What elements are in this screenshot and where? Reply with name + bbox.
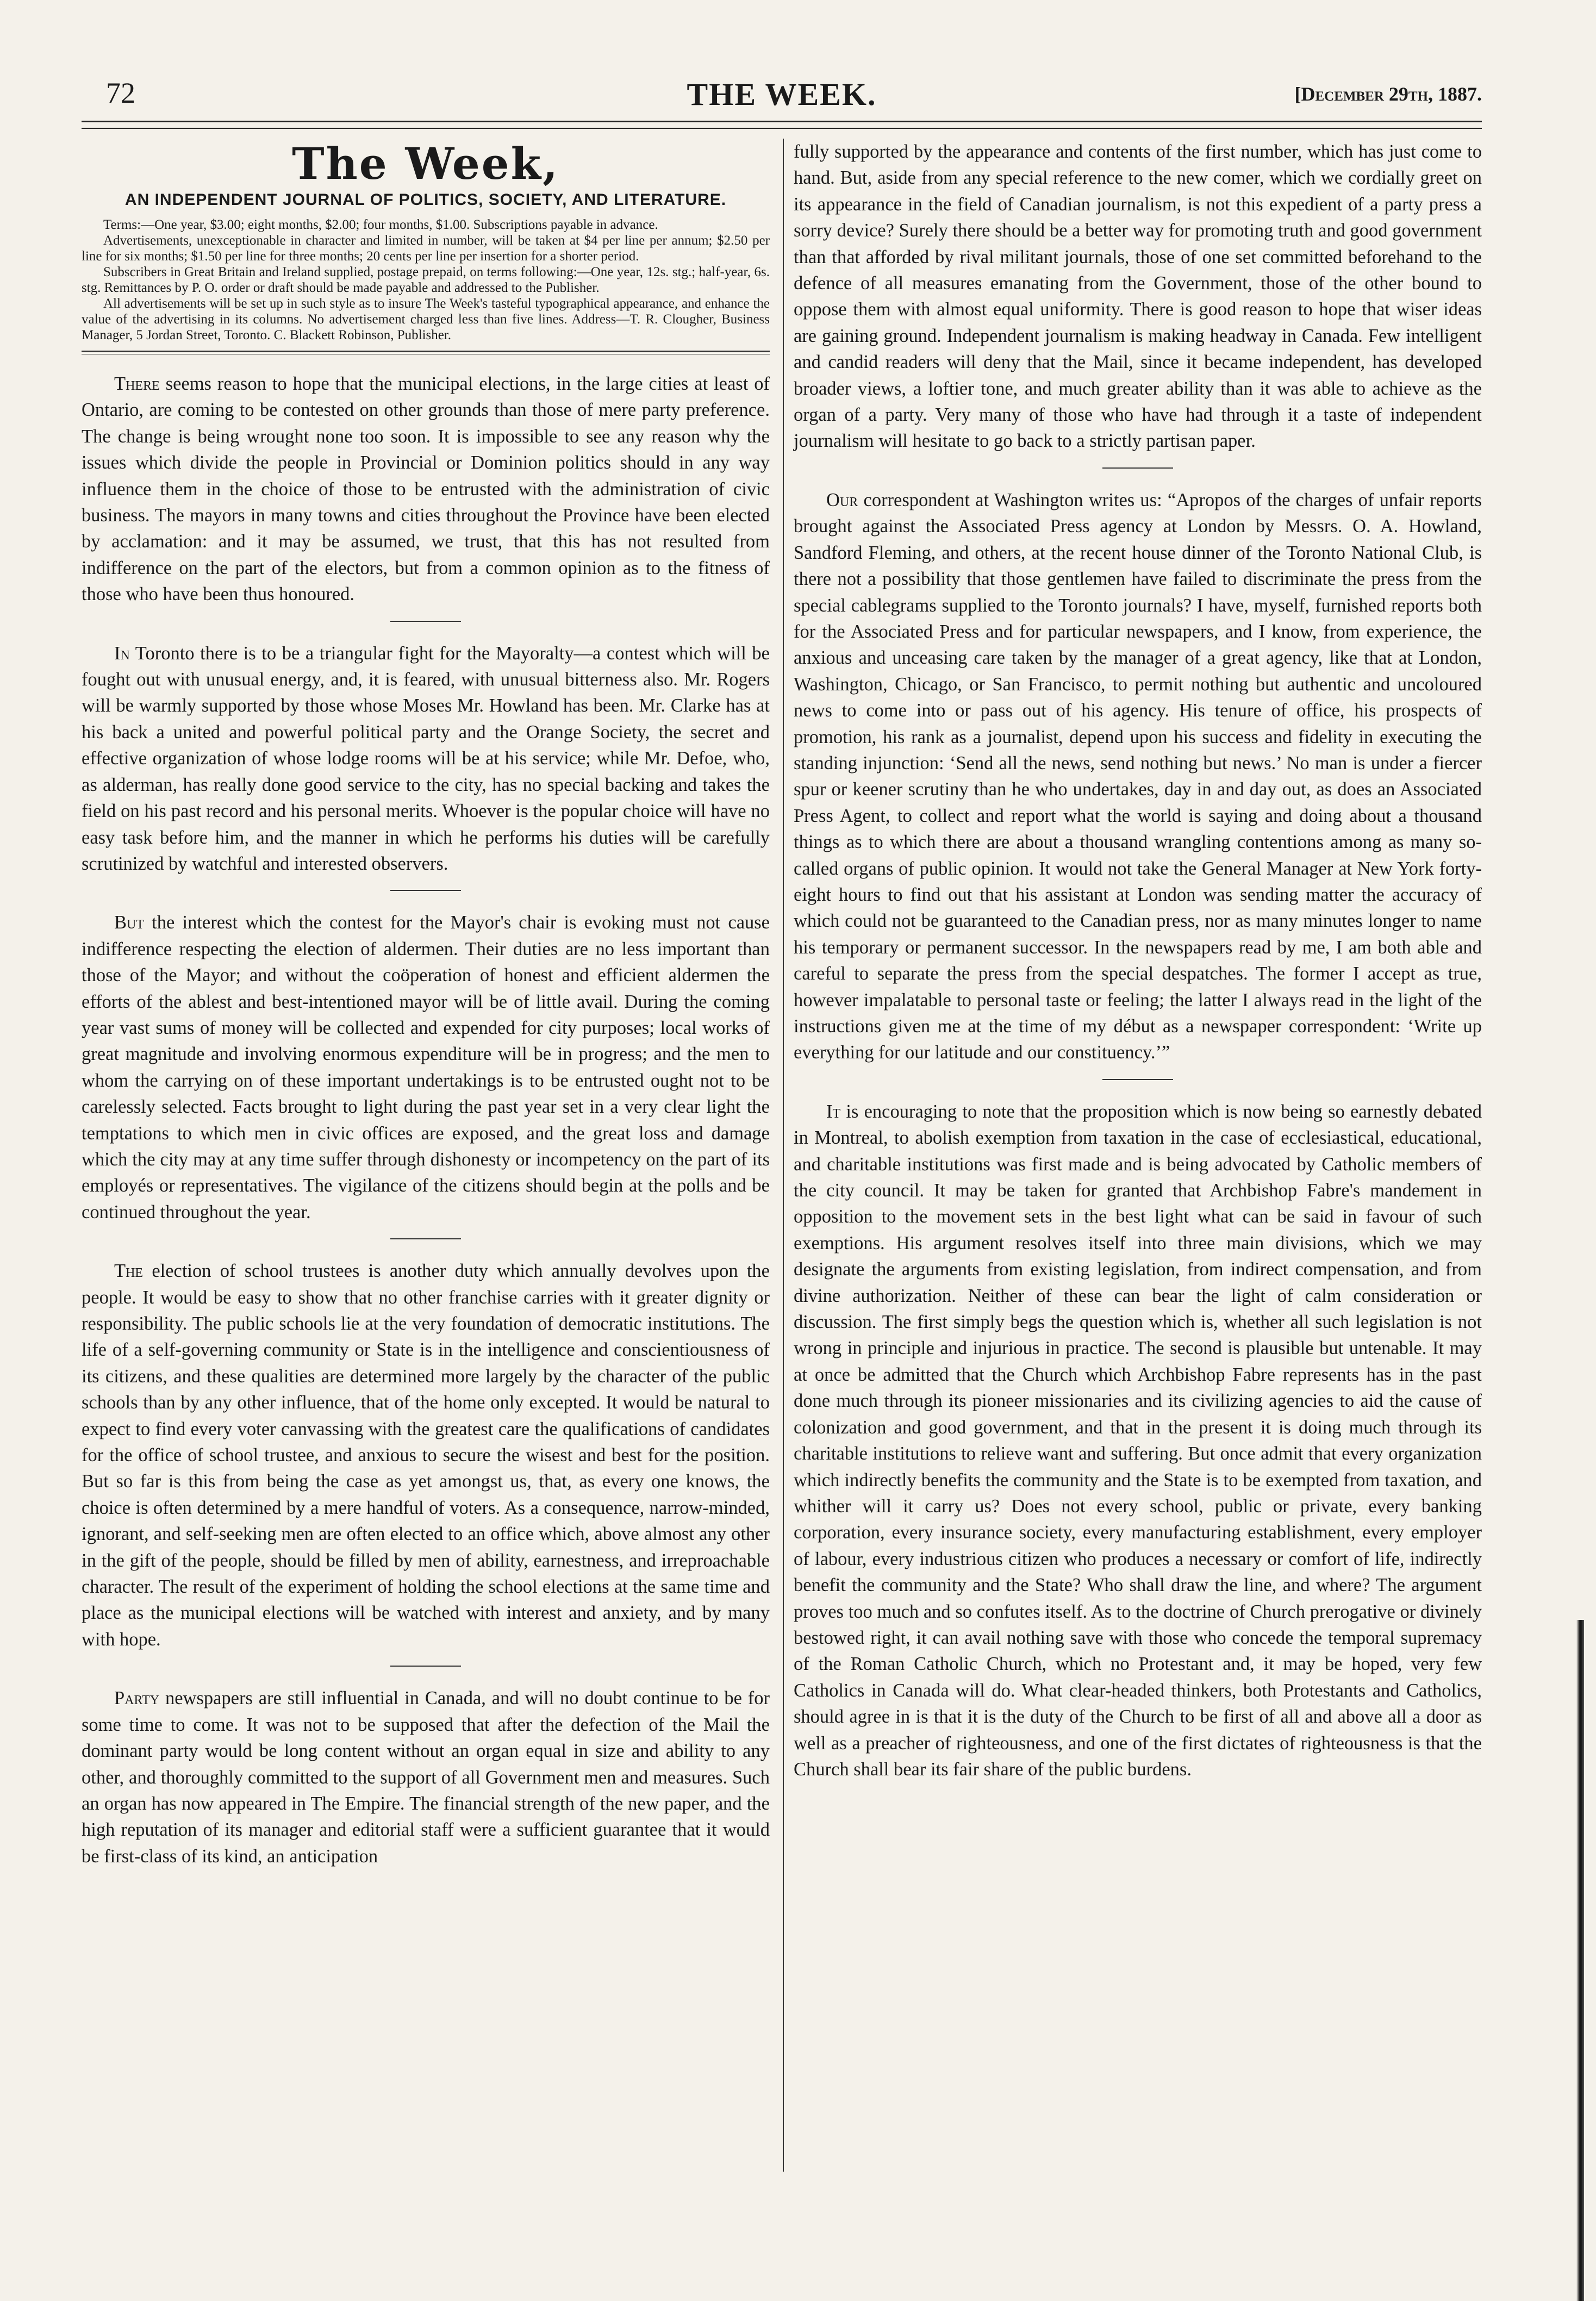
section-separator — [390, 1238, 461, 1239]
article-paragraph — [82, 371, 770, 608]
masthead-title: The Week, — [292, 138, 559, 189]
lead-word: The — [114, 1261, 144, 1282]
terms-paragraph: Subscribers in Great Britain and Ireland supplied, postage prepaid, on terms following:—One year, 12s. stg.; half-year, 6s. stg. Remittances by P. O. order or draft should be made payable and addressed to the Publisher. — [82, 265, 770, 295]
left-column — [82, 139, 770, 1869]
section-separator — [390, 1666, 461, 1667]
paragraph-text: is encouraging to note that the proposition which is now being so earnestly debated in Montreal, to abolish exemption from taxation in the case of ecclesiastical, educational, and charitable institutions was first made and is being advocated by Catholic members of the city council. It may be taken for granted that Archbishop Fabre's mandement in opposition to the movement sets in the best light what can be said in favour of such exemptions. His argument resolves itself into three main divisions, which we may designate the arguments from existing legislation, from indirect compensation, and from divine authorization. Neither of these can bear the light of calm consideration or discussion. The first simply begs the question which is, whether all such legislation is not wrong in principle and injurious in practice. The second is plausible but untenable. It may at once be admitted that the Church which Archbishop Fabre represents has in the past done much through its pioneer missionaries and its civilizing agencies to aid the cause of colonization and good government, and that in the present it is doing much through its charitable institutions to relieve want and suffering. But once admit that every organization which indirectly benefits the community and the State is to be exempted from taxation, and whither will it carry us? Does not every school, public or private, every banking corporation, every insurance society, every manufacturing establishment, every employer of labour, every industrious citizen who produces a necessary or comfort of life, indirectly benefit the community and the State? Who shall draw the line, and where? The argument proves too much and so confutes itself. As to the doctrine of Church prerogative or divinely bestowed right, it can avail nothing save with those who concede the temporal supremacy of the Roman Catholic Church, which no Protestant and, it may be hoped, very few Catholics in Canada will do. What clear-headed thinkers, both Protestants and Catholics, should agree in is that it is the duty of the Church to be first of all and above all a door as well as a preacher of righteousness, and one of the first dictates of righteousness is that the Church shall bear its fair share of the public burdens. — [794, 1101, 1482, 1780]
lead-word: It — [826, 1101, 841, 1122]
issue-date: [December 29th, 1887. — [1294, 83, 1482, 105]
article-paragraph — [794, 1099, 1482, 1783]
paragraph-text: the interest which the contest for the Mayor's chair is evoking must not cause indifference respecting the election of aldermen. Their duties are no less important than those of the Mayor; and without the coöperation of honest and efficient aldermen the efforts of the ablest and best-intentioned mayor will be of little avail. During the coming year vast sums of money will be collected and expended for city purposes; local works of great magnitude and involving enormous expenditure will be in progress; and the men to whom the carrying on of these important undertakings is to be entrusted ought not to be carelessly selected. Facts brought to light during the past year set in a very clear light the temptations to which men in civic offices are exposed, and the great loss and damage which the city may at any time suffer through dishonesty or incompetency on the part of its employés or representatives. The vigilance of the citizens should begin at the polls and be continued throughout the year. — [82, 912, 770, 1223]
lead-word: Party — [114, 1688, 160, 1709]
section-separator — [1102, 467, 1173, 469]
article-paragraph-continued — [794, 139, 1482, 454]
binding-edge — [1576, 1620, 1584, 2301]
masthead — [82, 139, 770, 354]
paragraph-text: newspapers are still influential in Canada, and will no doubt continue to be for some time to come. It was not to be supposed that after the defection of the Mail the dominant party would be long content without an organ equal in size and ability to any other, and thoroughly committed to the support of all Government men and measures. Such an organ has now appeared in The Empire. The financial strength of the new paper, and the high reputation of its manager and editorial staff were a sufficient guarantee that it would be first-class of its kind, an anticipation — [82, 1688, 770, 1867]
section-separator — [1102, 1079, 1173, 1080]
column-divider — [783, 139, 784, 2172]
lead-word: In — [114, 643, 130, 664]
article-paragraph — [794, 487, 1482, 1066]
masthead-rule — [82, 351, 770, 354]
page-header — [82, 76, 1482, 114]
paragraph-text: seems reason to hope that the municipal elections, in the large cities at least of Ontario, are coming to be contested on other grounds than those of mere party preference. The change is being wrought none too soon. It is impossible to see any reason why the issues which divide the people in Provincial or Dominion politics should in any way influence them in the choice of those to be entrusted with the administration of civic business. The mayors in many towns and cities throughout the Province have been elected by acclamation: and it may be assumed, we trust, that this has not resulted from indifference on the part of the electors, but from a common opinion as to the fitness of those who have been thus honoured. — [82, 373, 770, 605]
terms-paragraph: All advertisements will be set up in such style as to insure The Week's tasteful typographical appearance, and enhance the value of the advertising in its columns. No advertisement charged less than five lines. Address—T. R. Clougher, Business Manager, 5 Jordan Street, Toronto. C. Blackett Robinson, Publisher. — [82, 296, 770, 342]
paragraph-text: fully supported by the appearance and contents of the first number, which has just come to hand. But, aside from any special reference to the new comer, which we cordially greet on its appearance in the field of Canadian journalism, is not this expedient of a party press a sorry device? Surely there should be a better way for promoting truth and good government than that afforded by rival militant journals, those of one set committed beforehand to the defence of all measures emanating from the Government, those of the other bound to oppose them with almost equal uniformity. There is good reason to hope that wiser ideas are gaining ground. Independent journalism is making headway in Canada. Few intelligent and candid readers will deny that the Mail, since it became independent, has developed broader views, a loftier tone, and much greater ability than it was able to achieve as the organ of a party. Very many of those who have had through it a taste of independent journalism will hesitate to go back to a strictly partisan paper. — [794, 141, 1482, 452]
paragraph-text: election of school trustees is another duty which annually devolves upon the people. It would be easy to show that no other franchise carries with it greater dignity or responsibility. The public schools lie at the very foundation of democratic institutions. The life of a self-governing community or State is in the intelligence and conscientiousness of its citizens, and these qualities are determined more largely by the character of the public schools than by any other influence, that of the home only excepted. It would be natural to expect to find every voter canvassing with the greatest care the qualifications of candidates for the office of school trustee, and anxious to secure the wisest and best for the position. But so far is this from being the case as yet amongst us, that, as every one knows, the choice is often determined by a mere handful of voters. As a consequence, narrow-minded, ignorant, and self-seeking men are often elected to an office which, above almost any other in the gift of the people, should be filled by men of ability, earnestness, and irreproachable character. The result of the experiment of holding the school elections at the same time and place as the municipal elections will be watched with interest and anxiety, and by many with hope. — [82, 1261, 770, 1650]
header-rule — [82, 121, 1482, 129]
publication-title: THE WEEK. — [687, 77, 877, 112]
section-separator — [390, 890, 461, 891]
paragraph-text: Toronto there is to be a triangular fight for the Mayoralty—a contest which will be fought out with unusual energy, and, it is feared, with unusual bitterness also. Mr. Rogers will be warmly supported by those whose Moses Mr. Howland has been. Mr. Clarke has at his back a united and powerful political party and the Orange Society, the secret and effective organization of whose lodge rooms will be at his service; while Mr. Defoe, who, as alderman, has really done good service to the city, has no special backing and takes the field on his past record and his personal merits. Whoever is the popular choice will have no easy task before him, and the manner in which he performs his duties will be carefully scrutinized by watchful and interested observers. — [82, 643, 770, 874]
article-paragraph — [82, 640, 770, 877]
terms-paragraph: Terms:—One year, $3.00; eight months, $2.00; four months, $1.00. Subscriptions payable in advance. — [103, 217, 658, 232]
lead-word: Our — [826, 489, 858, 510]
right-column — [794, 139, 1482, 1782]
article-paragraph — [82, 1685, 770, 1869]
article-paragraph — [82, 909, 770, 1225]
section-separator — [390, 621, 461, 622]
paragraph-text: correspondent at Washington writes us: “Apropos of the charges of unfair reports brought against the Associated Press agency at London by Messrs. O. A. Howland, Sandford Fleming, and others, at the recent house dinner of the Toronto National Club, is there not a possibility that those gentlemen have failed to discriminate the press from the special cablegrams supplied to the Toronto journals? I have, myself, furnished reports both for the Associated Press and for particular newspapers, and I know, from experience, the anxious and unceasing care taken by the manager of a great agency, like that at London, Washington, Chicago, or San Francisco, to permit nothing but authentic and uncoloured news to come into or pass out of his agency. His tenure of office, his prospects of promotion, his rank as a journalist, depend upon his success and fidelity in executing the standing injunction: ‘Send all the news, send nothing but news.’ No man is under a fiercer spur or keener scrutiny than he who undertakes, day in and day out, as does an Associated Press Agent, to collect and report what the world is saying and doing about a thousand things as to which there are about a thousand wrangling contentions among as many so-called organs of public opinion. It would not take the General Manager at New York forty-eight hours to find out that his assistant at London was sending matter the accuracy of which could not be guaranteed to the Canadian press, nor as many minutes longer to name his temporary or permanent successor. In the newspapers read by me, I am both able and careful to separate the press from the special despatches. The former I accept as true, however impalatable to personal taste or feeling; the latter I always read in the light of the instructions given me at the time of my début as a newspaper correspondent: ‘Write up everything for our latitude and our constituency.’” — [794, 489, 1482, 1063]
page-number: 72 — [106, 77, 135, 109]
lead-word: There — [114, 373, 160, 394]
article-paragraph — [82, 1258, 770, 1653]
lead-word: But — [114, 912, 145, 933]
masthead-subtitle: AN INDEPENDENT JOURNAL OF POLITICS, SOCIETY, AND LITERATURE. — [124, 191, 727, 209]
terms-paragraph: Advertisements, unexceptionable in character and limited in number, will be taken at $4 per line per annum; $2.50 per line for six months; $1.50 per line for three months; 20 cents per line per insertion for a shorter period. — [82, 233, 770, 264]
